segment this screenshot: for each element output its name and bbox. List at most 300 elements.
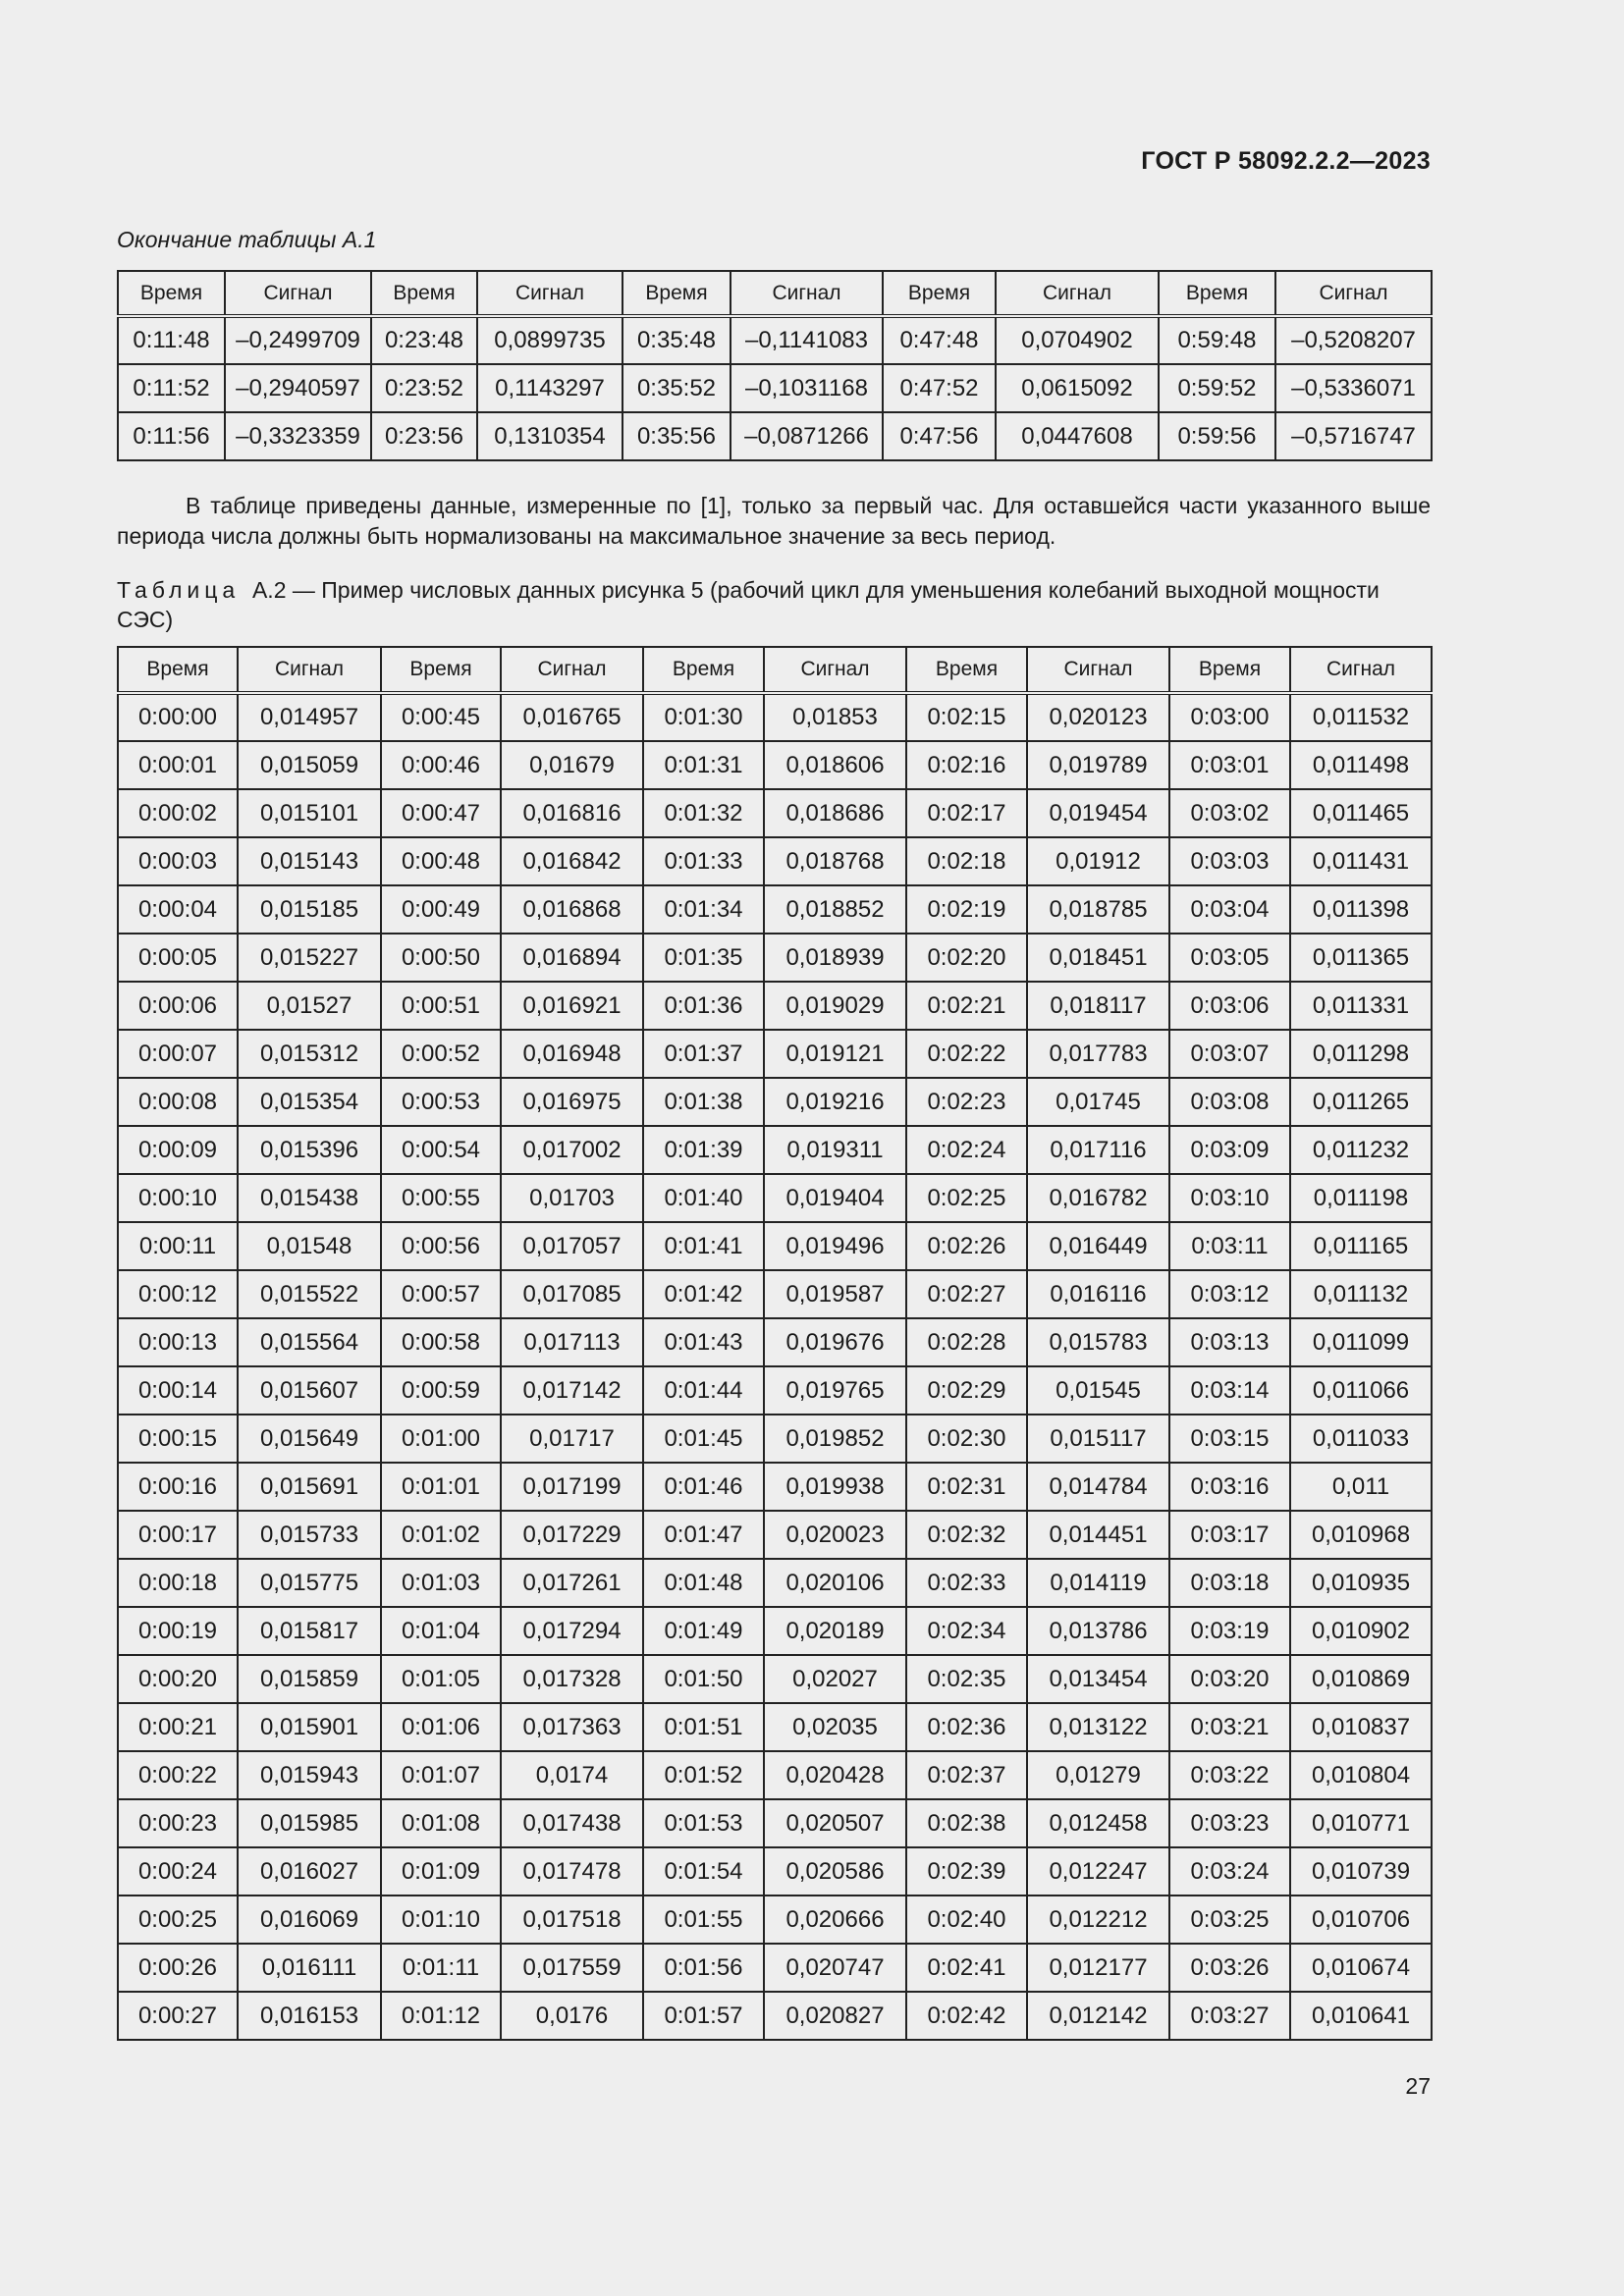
signal-cell: 0,015783 xyxy=(1027,1318,1169,1366)
signal-cell: 0,015438 xyxy=(238,1174,381,1222)
time-cell: 0:03:19 xyxy=(1169,1607,1290,1655)
time-cell: 0:03:25 xyxy=(1169,1896,1290,1944)
column-header-time: Время xyxy=(883,271,996,316)
time-cell: 0:47:48 xyxy=(883,316,996,364)
time-cell: 0:02:32 xyxy=(906,1511,1027,1559)
signal-cell: 0,02035 xyxy=(764,1703,906,1751)
time-cell: 0:03:04 xyxy=(1169,885,1290,934)
time-cell: 0:01:36 xyxy=(643,982,764,1030)
time-cell: 0:59:52 xyxy=(1159,364,1275,412)
time-cell: 0:01:33 xyxy=(643,837,764,885)
table-title: А.2 — Пример числовых данных рисунка 5 (рабочий цикл для уменьшения колебаний выходной мощности СЭС) xyxy=(117,577,1380,632)
time-cell: 0:02:24 xyxy=(906,1126,1027,1174)
signal-cell: 0,020428 xyxy=(764,1751,906,1799)
time-cell: 0:03:27 xyxy=(1169,1992,1290,2040)
time-cell: 0:01:44 xyxy=(643,1366,764,1415)
signal-cell: 0,019765 xyxy=(764,1366,906,1415)
time-cell: 0:00:20 xyxy=(118,1655,238,1703)
time-cell: 0:01:12 xyxy=(381,1992,501,2040)
signal-cell: 0,010968 xyxy=(1290,1511,1432,1559)
table-row xyxy=(118,412,1432,460)
table-header-row xyxy=(118,647,1432,693)
table-row xyxy=(118,1078,1432,1126)
time-cell: 0:03:09 xyxy=(1169,1126,1290,1174)
signal-cell: 0,017057 xyxy=(501,1222,643,1270)
time-cell: 0:01:56 xyxy=(643,1944,764,1992)
signal-cell: 0,011298 xyxy=(1290,1030,1432,1078)
signal-cell: 0,015901 xyxy=(238,1703,381,1751)
signal-cell: 0,017518 xyxy=(501,1896,643,1944)
time-cell: 0:47:52 xyxy=(883,364,996,412)
table-row xyxy=(118,1799,1432,1847)
column-header-time: Время xyxy=(381,647,501,693)
time-cell: 0:03:20 xyxy=(1169,1655,1290,1703)
time-cell: 0:00:15 xyxy=(118,1415,238,1463)
signal-cell: 0,0176 xyxy=(501,1992,643,2040)
signal-cell: 0,0615092 xyxy=(996,364,1159,412)
table-row xyxy=(118,1174,1432,1222)
signal-cell: 0,018852 xyxy=(764,885,906,934)
time-cell: 0:02:31 xyxy=(906,1463,1027,1511)
signal-cell: 0,018686 xyxy=(764,789,906,837)
signal-cell: 0,015943 xyxy=(238,1751,381,1799)
signal-cell: 0,020747 xyxy=(764,1944,906,1992)
signal-cell: 0,019404 xyxy=(764,1174,906,1222)
signal-cell: 0,016765 xyxy=(501,693,643,741)
signal-cell: 0,018768 xyxy=(764,837,906,885)
time-cell: 0:00:55 xyxy=(381,1174,501,1222)
signal-cell: 0,017199 xyxy=(501,1463,643,1511)
time-cell: 0:00:06 xyxy=(118,982,238,1030)
signal-cell: 0,016868 xyxy=(501,885,643,934)
signal-cell: 0,02027 xyxy=(764,1655,906,1703)
signal-cell: 0,020189 xyxy=(764,1607,906,1655)
signal-cell: 0,016816 xyxy=(501,789,643,837)
time-cell: 0:00:24 xyxy=(118,1847,238,1896)
signal-cell: 0,010837 xyxy=(1290,1703,1432,1751)
signal-cell: 0,0174 xyxy=(501,1751,643,1799)
signal-cell: 0,019852 xyxy=(764,1415,906,1463)
signal-cell: 0,01912 xyxy=(1027,837,1169,885)
signal-cell: –0,3323359 xyxy=(225,412,371,460)
time-cell: 0:01:35 xyxy=(643,934,764,982)
time-cell: 0:00:50 xyxy=(381,934,501,982)
signal-cell: 0,013454 xyxy=(1027,1655,1169,1703)
time-cell: 0:00:49 xyxy=(381,885,501,934)
signal-cell: 0,016069 xyxy=(238,1896,381,1944)
time-cell: 0:00:18 xyxy=(118,1559,238,1607)
standard-designation: ГОСТ Р 58092.2.2—2023 xyxy=(1141,147,1431,175)
signal-cell: 0,015227 xyxy=(238,934,381,982)
signal-cell: 0,014119 xyxy=(1027,1559,1169,1607)
column-header-signal: Сигнал xyxy=(1027,647,1169,693)
signal-cell: –0,5716747 xyxy=(1275,412,1432,460)
table-header-row xyxy=(118,271,1432,316)
signal-cell: 0,020106 xyxy=(764,1559,906,1607)
signal-cell: 0,012458 xyxy=(1027,1799,1169,1847)
signal-cell: 0,010641 xyxy=(1290,1992,1432,2040)
signal-cell: 0,015396 xyxy=(238,1126,381,1174)
time-cell: 0:35:48 xyxy=(623,316,731,364)
time-cell: 0:00:05 xyxy=(118,934,238,982)
table-row xyxy=(118,1703,1432,1751)
signal-cell: 0,01527 xyxy=(238,982,381,1030)
time-cell: 0:02:26 xyxy=(906,1222,1027,1270)
signal-cell: 0,011099 xyxy=(1290,1318,1432,1366)
time-cell: 0:01:09 xyxy=(381,1847,501,1896)
column-header-time: Время xyxy=(1169,647,1290,693)
time-cell: 0:01:30 xyxy=(643,693,764,741)
time-cell: 0:03:06 xyxy=(1169,982,1290,1030)
time-cell: 0:03:16 xyxy=(1169,1463,1290,1511)
signal-cell: 0,011431 xyxy=(1290,837,1432,885)
column-header-time: Время xyxy=(371,271,477,316)
time-cell: 0:01:57 xyxy=(643,1992,764,2040)
time-cell: 0:02:33 xyxy=(906,1559,1027,1607)
signal-cell: –0,1031168 xyxy=(731,364,883,412)
time-cell: 0:00:54 xyxy=(381,1126,501,1174)
table-row xyxy=(118,741,1432,789)
time-cell: 0:00:11 xyxy=(118,1222,238,1270)
column-header-time: Время xyxy=(118,647,238,693)
signal-cell: 0,011232 xyxy=(1290,1126,1432,1174)
time-cell: 0:00:13 xyxy=(118,1318,238,1366)
signal-cell: 0,010869 xyxy=(1290,1655,1432,1703)
table-row xyxy=(118,1607,1432,1655)
signal-cell: 0,015143 xyxy=(238,837,381,885)
time-cell: 0:35:52 xyxy=(623,364,731,412)
time-cell: 0:00:47 xyxy=(381,789,501,837)
time-cell: 0:02:23 xyxy=(906,1078,1027,1126)
signal-cell: 0,012177 xyxy=(1027,1944,1169,1992)
time-cell: 0:01:51 xyxy=(643,1703,764,1751)
signal-cell: 0,015354 xyxy=(238,1078,381,1126)
table-a2 xyxy=(117,646,1433,2041)
column-header-time: Время xyxy=(118,271,225,316)
signal-cell: 0,011198 xyxy=(1290,1174,1432,1222)
time-cell: 0:47:56 xyxy=(883,412,996,460)
signal-cell: 0,018117 xyxy=(1027,982,1169,1030)
time-cell: 0:02:35 xyxy=(906,1655,1027,1703)
column-header-time: Время xyxy=(623,271,731,316)
signal-cell: 0,019789 xyxy=(1027,741,1169,789)
signal-cell: 0,015101 xyxy=(238,789,381,837)
time-cell: 0:01:45 xyxy=(643,1415,764,1463)
signal-cell: 0,017113 xyxy=(501,1318,643,1366)
time-cell: 0:01:32 xyxy=(643,789,764,837)
time-cell: 0:00:14 xyxy=(118,1366,238,1415)
signal-cell: 0,011498 xyxy=(1290,741,1432,789)
signal-cell: 0,011265 xyxy=(1290,1078,1432,1126)
table-row xyxy=(118,1366,1432,1415)
time-cell: 0:03:01 xyxy=(1169,741,1290,789)
time-cell: 0:02:37 xyxy=(906,1751,1027,1799)
time-cell: 0:01:48 xyxy=(643,1559,764,1607)
signal-cell: 0,017363 xyxy=(501,1703,643,1751)
signal-cell: 0,018939 xyxy=(764,934,906,982)
time-cell: 0:02:29 xyxy=(906,1366,1027,1415)
table-row xyxy=(118,364,1432,412)
signal-cell: 0,01703 xyxy=(501,1174,643,1222)
time-cell: 0:03:24 xyxy=(1169,1847,1290,1896)
time-cell: 0:00:58 xyxy=(381,1318,501,1366)
time-cell: 0:00:45 xyxy=(381,693,501,741)
signal-cell: 0,016894 xyxy=(501,934,643,982)
column-header-signal: Сигнал xyxy=(477,271,623,316)
time-cell: 0:00:08 xyxy=(118,1078,238,1126)
time-cell: 0:00:23 xyxy=(118,1799,238,1847)
signal-cell: 0,014784 xyxy=(1027,1463,1169,1511)
time-cell: 0:00:22 xyxy=(118,1751,238,1799)
time-cell: 0:00:26 xyxy=(118,1944,238,1992)
time-cell: 0:01:11 xyxy=(381,1944,501,1992)
signal-cell: 0,016153 xyxy=(238,1992,381,2040)
time-cell: 0:23:56 xyxy=(371,412,477,460)
time-cell: 0:00:19 xyxy=(118,1607,238,1655)
signal-cell: 0,018451 xyxy=(1027,934,1169,982)
page-number: 27 xyxy=(1405,2073,1431,2099)
signal-cell: 0,013786 xyxy=(1027,1607,1169,1655)
table-row xyxy=(118,1847,1432,1896)
table-a2-caption xyxy=(117,575,1431,634)
time-cell: 0:03:07 xyxy=(1169,1030,1290,1078)
signal-cell: 0,0899735 xyxy=(477,316,623,364)
signal-cell: 0,0704902 xyxy=(996,316,1159,364)
signal-cell: 0,016921 xyxy=(501,982,643,1030)
signal-cell: 0,017261 xyxy=(501,1559,643,1607)
table-row xyxy=(118,1463,1432,1511)
table-row xyxy=(118,316,1432,364)
signal-cell: 0,010706 xyxy=(1290,1896,1432,1944)
time-cell: 0:02:16 xyxy=(906,741,1027,789)
signal-cell: 0,015649 xyxy=(238,1415,381,1463)
time-cell: 0:00:09 xyxy=(118,1126,238,1174)
signal-cell: 0,011331 xyxy=(1290,982,1432,1030)
signal-cell: 0,019938 xyxy=(764,1463,906,1511)
time-cell: 0:01:49 xyxy=(643,1607,764,1655)
time-cell: 0:03:14 xyxy=(1169,1366,1290,1415)
signal-cell: 0,016116 xyxy=(1027,1270,1169,1318)
column-header-signal: Сигнал xyxy=(764,647,906,693)
time-cell: 0:03:13 xyxy=(1169,1318,1290,1366)
column-header-signal: Сигнал xyxy=(731,271,883,316)
time-cell: 0:00:52 xyxy=(381,1030,501,1078)
signal-cell: 0,017002 xyxy=(501,1126,643,1174)
time-cell: 0:02:17 xyxy=(906,789,1027,837)
signal-cell: 0,015733 xyxy=(238,1511,381,1559)
time-cell: 0:01:01 xyxy=(381,1463,501,1511)
table-row xyxy=(118,885,1432,934)
column-header-signal: Сигнал xyxy=(238,647,381,693)
signal-cell: 0,010771 xyxy=(1290,1799,1432,1847)
signal-cell: 0,01545 xyxy=(1027,1366,1169,1415)
signal-cell: 0,016449 xyxy=(1027,1222,1169,1270)
table-row xyxy=(118,1944,1432,1992)
time-cell: 0:59:56 xyxy=(1159,412,1275,460)
signal-cell: 0,015607 xyxy=(238,1366,381,1415)
signal-cell: 0,019216 xyxy=(764,1078,906,1126)
column-header-time: Время xyxy=(906,647,1027,693)
time-cell: 0:01:10 xyxy=(381,1896,501,1944)
time-cell: 0:00:53 xyxy=(381,1078,501,1126)
table-a1-continuation-caption: Окончание таблицы А.1 xyxy=(117,227,377,252)
time-cell: 0:00:59 xyxy=(381,1366,501,1415)
signal-cell: 0,010804 xyxy=(1290,1751,1432,1799)
time-cell: 0:03:02 xyxy=(1169,789,1290,837)
time-cell: 0:00:51 xyxy=(381,982,501,1030)
signal-cell: 0,020586 xyxy=(764,1847,906,1896)
time-cell: 0:01:41 xyxy=(643,1222,764,1270)
time-cell: 0:02:27 xyxy=(906,1270,1027,1318)
signal-cell: 0,01279 xyxy=(1027,1751,1169,1799)
signal-cell: 0,011465 xyxy=(1290,789,1432,837)
time-cell: 0:02:34 xyxy=(906,1607,1027,1655)
column-header-signal: Сигнал xyxy=(501,647,643,693)
time-cell: 0:03:10 xyxy=(1169,1174,1290,1222)
time-cell: 0:01:02 xyxy=(381,1511,501,1559)
time-cell: 0:01:37 xyxy=(643,1030,764,1078)
time-cell: 0:01:53 xyxy=(643,1799,764,1847)
signal-cell: 0,016975 xyxy=(501,1078,643,1126)
time-cell: 0:01:50 xyxy=(643,1655,764,1703)
table-row xyxy=(118,1270,1432,1318)
time-cell: 0:02:40 xyxy=(906,1896,1027,1944)
signal-cell: 0,015059 xyxy=(238,741,381,789)
signal-cell: 0,019311 xyxy=(764,1126,906,1174)
signal-cell: 0,01745 xyxy=(1027,1078,1169,1126)
signal-cell: 0,017478 xyxy=(501,1847,643,1896)
time-cell: 0:00:46 xyxy=(381,741,501,789)
table-row xyxy=(118,1559,1432,1607)
explanatory-note: В таблице приведены данные, измеренные по [1], только за первый час. Для оставшейся части указанного выше периода числа должны быть нормализованы на максимальное значение за весь период. xyxy=(117,493,1431,549)
time-cell: 0:00:27 xyxy=(118,1992,238,2040)
signal-cell: 0,012142 xyxy=(1027,1992,1169,2040)
time-cell: 0:03:11 xyxy=(1169,1222,1290,1270)
signal-cell: 0,010935 xyxy=(1290,1559,1432,1607)
time-cell: 0:01:08 xyxy=(381,1799,501,1847)
signal-cell: 0,0447608 xyxy=(996,412,1159,460)
signal-cell: 0,011532 xyxy=(1290,693,1432,741)
table-row xyxy=(118,1992,1432,2040)
table-row xyxy=(118,693,1432,741)
signal-cell: 0,015817 xyxy=(238,1607,381,1655)
time-cell: 0:02:18 xyxy=(906,837,1027,885)
column-header-time: Время xyxy=(1159,271,1275,316)
time-cell: 0:01:47 xyxy=(643,1511,764,1559)
table-row xyxy=(118,789,1432,837)
signal-cell: 0,01679 xyxy=(501,741,643,789)
signal-cell: 0,011398 xyxy=(1290,885,1432,934)
signal-cell: 0,010674 xyxy=(1290,1944,1432,1992)
column-header-signal: Сигнал xyxy=(1275,271,1432,316)
time-cell: 0:01:34 xyxy=(643,885,764,934)
signal-cell: 0,012247 xyxy=(1027,1847,1169,1896)
signal-cell: 0,019029 xyxy=(764,982,906,1030)
time-cell: 0:01:31 xyxy=(643,741,764,789)
signal-cell: 0,01717 xyxy=(501,1415,643,1463)
time-cell: 0:01:55 xyxy=(643,1896,764,1944)
time-cell: 0:02:42 xyxy=(906,1992,1027,2040)
table-row xyxy=(118,1126,1432,1174)
time-cell: 0:03:21 xyxy=(1169,1703,1290,1751)
time-cell: 0:03:03 xyxy=(1169,837,1290,885)
signal-cell: –0,5336071 xyxy=(1275,364,1432,412)
table-row xyxy=(118,1511,1432,1559)
time-cell: 0:00:12 xyxy=(118,1270,238,1318)
time-cell: 0:03:26 xyxy=(1169,1944,1290,1992)
signal-cell: 0,011165 xyxy=(1290,1222,1432,1270)
time-cell: 0:03:05 xyxy=(1169,934,1290,982)
time-cell: 0:01:05 xyxy=(381,1655,501,1703)
signal-cell: 0,013122 xyxy=(1027,1703,1169,1751)
signal-cell: 0,017116 xyxy=(1027,1126,1169,1174)
table-a1 xyxy=(117,270,1433,461)
time-cell: 0:02:25 xyxy=(906,1174,1027,1222)
time-cell: 0:01:40 xyxy=(643,1174,764,1222)
signal-cell: 0,019496 xyxy=(764,1222,906,1270)
time-cell: 0:01:38 xyxy=(643,1078,764,1126)
signal-cell: 0,015775 xyxy=(238,1559,381,1607)
time-cell: 0:01:03 xyxy=(381,1559,501,1607)
time-cell: 0:00:00 xyxy=(118,693,238,741)
time-cell: 0:03:15 xyxy=(1169,1415,1290,1463)
signal-cell: 0,016111 xyxy=(238,1944,381,1992)
signal-cell: 0,018606 xyxy=(764,741,906,789)
time-cell: 0:02:21 xyxy=(906,982,1027,1030)
signal-cell: 0,010902 xyxy=(1290,1607,1432,1655)
signal-cell: 0,014451 xyxy=(1027,1511,1169,1559)
signal-cell: 0,015985 xyxy=(238,1799,381,1847)
time-cell: 0:02:22 xyxy=(906,1030,1027,1078)
signal-cell: 0,011066 xyxy=(1290,1366,1432,1415)
signal-cell: 0,019676 xyxy=(764,1318,906,1366)
signal-cell: 0,019121 xyxy=(764,1030,906,1078)
time-cell: 0:00:17 xyxy=(118,1511,238,1559)
signal-cell: –0,2499709 xyxy=(225,316,371,364)
signal-cell: 0,016948 xyxy=(501,1030,643,1078)
signal-cell: 0,020023 xyxy=(764,1511,906,1559)
signal-cell: 0,019454 xyxy=(1027,789,1169,837)
table-row xyxy=(118,1415,1432,1463)
time-cell: 0:03:22 xyxy=(1169,1751,1290,1799)
signal-cell: 0,016842 xyxy=(501,837,643,885)
time-cell: 0:02:38 xyxy=(906,1799,1027,1847)
signal-cell: 0,015564 xyxy=(238,1318,381,1366)
column-header-time: Время xyxy=(643,647,764,693)
time-cell: 0:03:23 xyxy=(1169,1799,1290,1847)
time-cell: 0:03:18 xyxy=(1169,1559,1290,1607)
time-cell: 0:03:17 xyxy=(1169,1511,1290,1559)
time-cell: 0:23:52 xyxy=(371,364,477,412)
signal-cell: 0,017559 xyxy=(501,1944,643,1992)
signal-cell: 0,012212 xyxy=(1027,1896,1169,1944)
time-cell: 0:59:48 xyxy=(1159,316,1275,364)
signal-cell: 0,017229 xyxy=(501,1511,643,1559)
column-header-signal: Сигнал xyxy=(225,271,371,316)
time-cell: 0:11:52 xyxy=(118,364,225,412)
time-cell: 0:01:04 xyxy=(381,1607,501,1655)
signal-cell: 0,020123 xyxy=(1027,693,1169,741)
time-cell: 0:02:30 xyxy=(906,1415,1027,1463)
signal-cell: –0,2940597 xyxy=(225,364,371,412)
time-cell: 0:00:07 xyxy=(118,1030,238,1078)
column-header-signal: Сигнал xyxy=(1290,647,1432,693)
time-cell: 0:03:12 xyxy=(1169,1270,1290,1318)
signal-cell: 0,015117 xyxy=(1027,1415,1169,1463)
signal-cell: 0,01853 xyxy=(764,693,906,741)
time-cell: 0:01:00 xyxy=(381,1415,501,1463)
signal-cell: 0,017294 xyxy=(501,1607,643,1655)
